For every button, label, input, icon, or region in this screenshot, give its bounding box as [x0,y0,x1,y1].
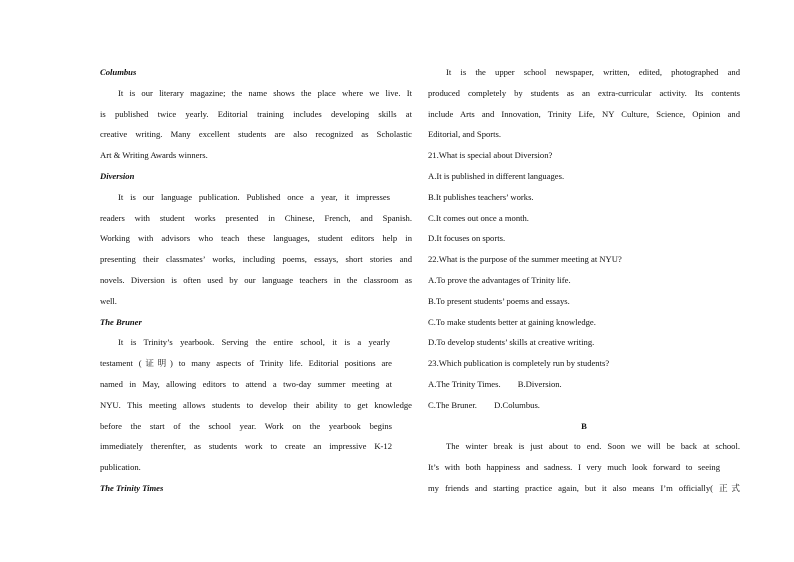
left-line: testament (证明) to many aspects of Trinity life. Editorial positions are [100,358,392,369]
left-line: It is Trinity’s yearbook. Serving the entire school, it is a yearly [118,337,390,348]
left-line: before the start of the school year. Work on the yearbook begins [100,420,392,431]
left-line: It is our literary magazine; the name shows the place where we live. It [118,87,412,98]
right-line: A.To prove the advantages of Trinity life. [428,274,571,285]
left-line: NYU. This meeting allows students to develop their ability to get knowledge [100,399,412,410]
left-line: The Trinity Times [100,482,164,493]
right-column [428,62,740,499]
right-line: B [581,420,587,431]
right-line: C.To make students better at gaining knowledge. [428,316,596,327]
left-line: is published twice yearly. Editorial training includes developing skills at [100,108,412,119]
right-line: Editorial, and Sports. [428,129,502,140]
right-line: my friends and starting practice again, but it also means I’m officially( 正式 [428,482,740,493]
left-line: readers with student works presented in Chinese, French, and Spanish. [100,212,412,223]
left-line: Art & Writing Awards winners. [100,150,208,161]
right-line: The winter break is just about to end. Soon we will be back at school. [446,441,740,452]
right-line: A.The Trinity Times. B.Diversion. [428,378,562,389]
left-line: It is our language publication. Published once a year, it impresses [118,191,390,202]
left-line: well. [100,295,117,306]
right-line: B.It publishes teachers’ works. [428,191,534,202]
right-line: include Arts and Innovation, Trinity Life, NY Culture, Science, Opinion and [428,108,740,119]
left-line: Diversion [100,170,135,181]
left-line: Working with advisors who teach these languages, student editors help in [100,233,412,244]
left-column [100,62,412,499]
right-line: 23.Which publication is completely run by students? [428,358,610,369]
right-line: It’s with both happiness and sadness. I very much look forward to seeing [428,462,720,473]
left-line: named in May, allowing editors to attend a two-day summer meeting at [100,378,392,389]
left-line: Columbus [100,67,137,77]
left-line: creative writing. Many excellent students are also recognized as Scholastic [100,129,412,140]
right-line: D.To develop students’ skills at creative writing. [428,337,595,348]
left-line: publication. [100,462,141,473]
left-line: novels. Diversion is often used by our language teachers in the classroom as [100,274,412,285]
right-line: C.The Bruner. D.Columbus. [428,399,540,410]
left-line: immediately therenfter, as students work to create an impressive K-12 [100,441,392,452]
right-line: 22.What is the purpose of the summer meeting at NYU? [428,254,622,265]
right-line: produced completely by students as an extra-curricular activity. Its contents [428,87,740,98]
right-line: It is the upper school newspaper, written, edited, photographed and [446,67,740,77]
right-line: B.To present students’ poems and essays. [428,295,570,306]
right-line: 21.What is special about Diversion? [428,150,553,161]
right-line: D.It focuses on sports. [428,233,506,244]
right-line: A.It is published in different languages. [428,170,565,181]
right-line: C.It comes out once a month. [428,212,529,223]
left-line: The Bruner [100,316,142,327]
left-line: presenting their classmates’ works, including poems, essays, short stories and [100,254,412,265]
